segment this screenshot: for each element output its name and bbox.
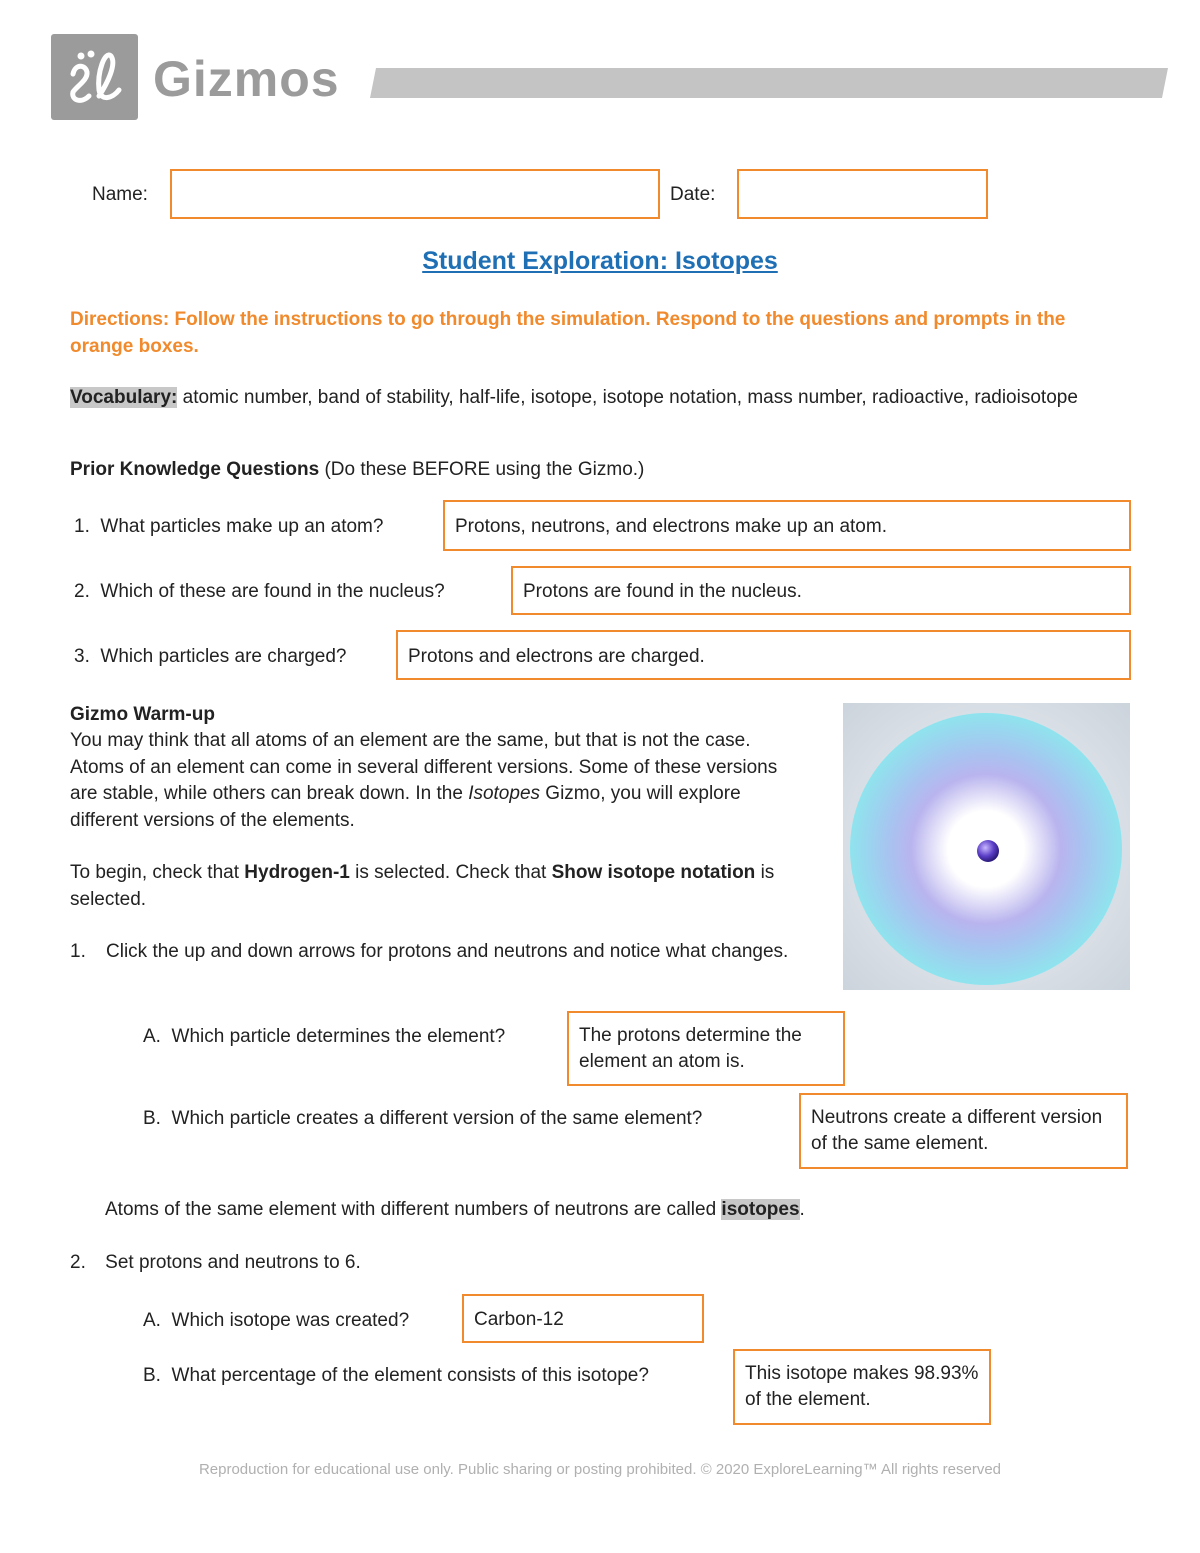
question-text: What particles make up an atom? bbox=[100, 516, 384, 537]
directions: Directions: Follow the instructions to go through the simulation. Respond to the questions and prompts in the orange boxes. bbox=[70, 309, 1066, 357]
nucleus-icon bbox=[977, 840, 999, 862]
date-field[interactable] bbox=[737, 169, 988, 219]
question-number: 1. bbox=[70, 941, 86, 962]
intro-text-end: Gizmo, you will explore different versions of the elements. bbox=[70, 783, 741, 831]
q2b-answer-box[interactable] bbox=[733, 1349, 991, 1425]
date-label: Date: bbox=[670, 184, 716, 205]
sub-letter: B. bbox=[143, 1365, 161, 1386]
question-text: Which particles are charged? bbox=[100, 646, 347, 667]
name-value bbox=[172, 173, 192, 194]
q2a-answer-box[interactable] bbox=[462, 1294, 704, 1343]
header-bar bbox=[370, 68, 1168, 98]
question-number: 1. bbox=[74, 516, 90, 537]
answer-text: This isotope makes 98.93% of the element. bbox=[745, 1363, 979, 1410]
prior-knowledge-title: Prior Knowledge Questions bbox=[70, 459, 320, 480]
answer-text: Protons and electrons are charged. bbox=[408, 646, 705, 667]
answer-text: Neutrons create a different version of the same element. bbox=[811, 1107, 1103, 1154]
pk-answer-box-2[interactable] bbox=[511, 566, 1131, 615]
isotopes-term: isotopes bbox=[721, 1199, 800, 1220]
vocabulary-label: Vocabulary: bbox=[70, 387, 178, 408]
pk-answer-box-3[interactable] bbox=[396, 630, 1131, 680]
question-text: Set protons and neutrons to 6. bbox=[105, 1252, 361, 1273]
name-field[interactable] bbox=[170, 169, 660, 219]
question-number: 3. bbox=[74, 646, 90, 667]
answer-text: Protons, neutrons, and electrons make up an atom. bbox=[455, 516, 887, 537]
prior-knowledge-note: (Do these BEFORE using the Gizmo.) bbox=[324, 459, 645, 480]
begin-text-2: is selected. Check that bbox=[355, 862, 547, 883]
vocabulary-terms: atomic number, band of stability, half-life, isotope, isotope notation, mass number, radioactive, radioisotope bbox=[182, 387, 1078, 408]
answer-text: The protons determine the element an atom is. bbox=[579, 1025, 802, 1072]
name-label: Name: bbox=[92, 184, 148, 205]
question-text: Click the up and down arrows for protons and neutrons and notice what changes. bbox=[106, 941, 789, 962]
answer-text: Protons are found in the nucleus. bbox=[523, 581, 802, 602]
warmup-q1-a bbox=[143, 1024, 505, 1051]
answer-text: Carbon-12 bbox=[474, 1309, 564, 1330]
question-number: 2. bbox=[74, 581, 90, 602]
pk-question-3 bbox=[74, 644, 347, 671]
pk-question-2 bbox=[74, 579, 445, 606]
begin-text-3: is selected. bbox=[70, 862, 775, 910]
page-title: Student Exploration: Isotopes bbox=[422, 247, 778, 275]
q1b-answer-box[interactable] bbox=[799, 1093, 1128, 1169]
prior-knowledge-heading bbox=[70, 457, 644, 484]
question-number: 2. bbox=[70, 1252, 86, 1273]
begin-show-notation: Show isotope notation bbox=[551, 862, 756, 883]
begin-hydrogen: Hydrogen-1 bbox=[244, 862, 350, 883]
intro-gizmo-name: Isotopes bbox=[468, 783, 541, 804]
vocabulary bbox=[70, 385, 1140, 412]
date-value bbox=[739, 173, 759, 194]
atom-illustration bbox=[843, 703, 1130, 990]
intro-text: You may think that all atoms of an element are the same, but that is not the case. Atoms of an element can come in several different versions. Some of these versions are stable, while others can break down. In the bbox=[70, 730, 778, 804]
question-text: Which of these are found in the nucleus? bbox=[100, 581, 445, 602]
sub-question-text: Which particle determines the element? bbox=[171, 1026, 506, 1047]
explorelearning-logo bbox=[51, 34, 138, 120]
warmup-q1-b bbox=[143, 1106, 702, 1133]
brand-name: Gizmos bbox=[153, 51, 340, 107]
warmup-intro bbox=[70, 728, 800, 834]
sub-question-text: What percentage of the element consists of this isotope? bbox=[171, 1365, 649, 1386]
sub-letter: A. bbox=[143, 1026, 161, 1047]
warmup-question-2 bbox=[70, 1250, 361, 1277]
pk-question-1 bbox=[74, 514, 383, 541]
q1a-answer-box[interactable] bbox=[567, 1011, 845, 1086]
sub-question-text: Which isotope was created? bbox=[171, 1310, 410, 1331]
sub-letter: B. bbox=[143, 1108, 161, 1129]
footer-copyright: Reproduction for educational use only. Public sharing or posting prohibited. © 2020 ExploreLearning™ All rights reserved bbox=[198, 1461, 1002, 1478]
sub-question-text: Which particle creates a different version of the same element? bbox=[171, 1108, 703, 1129]
warmup-heading: Gizmo Warm-up bbox=[70, 704, 215, 725]
sub-letter: A. bbox=[143, 1310, 161, 1331]
warmup-begin bbox=[70, 860, 800, 913]
isotopes-definition: Atoms of the same element with different numbers of neutrons are called isotopes. bbox=[105, 1199, 805, 1220]
begin-text: To begin, check that bbox=[70, 862, 239, 883]
warmup-question-1 bbox=[70, 939, 810, 966]
pk-answer-box-1[interactable] bbox=[443, 500, 1131, 551]
definition-text: Atoms of the same element with different numbers of neutrons are called bbox=[105, 1199, 717, 1220]
warmup-q2-a bbox=[143, 1308, 409, 1335]
warmup-q2-b bbox=[143, 1363, 649, 1390]
